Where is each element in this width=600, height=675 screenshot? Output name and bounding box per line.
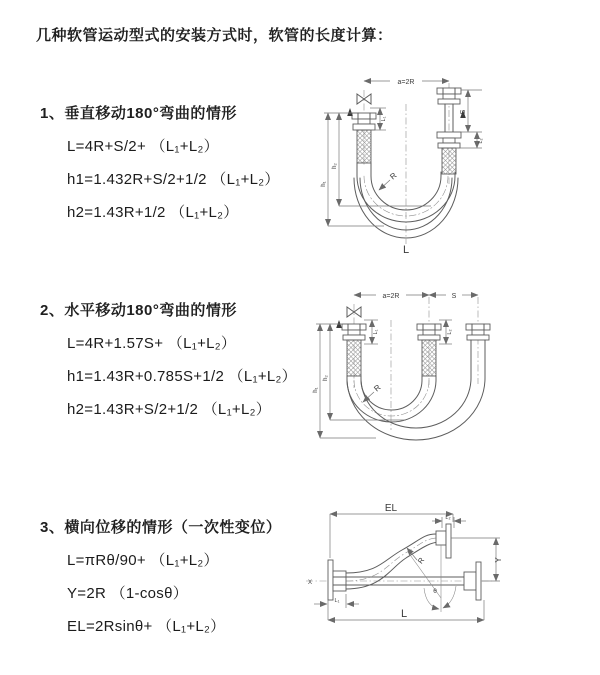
dim-label-a2r: a=2R (397, 79, 415, 86)
dim-label-h2: h₂ (332, 163, 338, 169)
radius-label: R (415, 555, 427, 566)
dim-label-a2r: a=2R (382, 293, 400, 300)
dimension-span (364, 79, 449, 86)
dim-label-h1: h₁ (321, 181, 327, 187)
dimension-stroke-s (429, 293, 478, 300)
dimension-el (330, 503, 453, 558)
dim-label-el: EL (384, 503, 398, 514)
flange-left (336, 320, 366, 376)
dimension-h2 (332, 113, 431, 206)
section-vertical-bend (40, 102, 280, 222)
dim-label-l2: L₂ (445, 515, 451, 521)
axis-mark-label: X (308, 580, 313, 586)
braided-hose-right (442, 148, 456, 174)
dim-label-h1: h₁ (313, 387, 319, 393)
dim-label-s: S (451, 293, 457, 300)
formula-line: h1=1.43R+0.785S+1/2 （L₁+L₂） (67, 368, 297, 385)
section-3-heading: 3、横向位移的情形（一次性变位） (40, 519, 282, 536)
formula-line: L=4R+S/2+ （L₁+L₂） (67, 138, 219, 155)
flange-right (437, 88, 466, 174)
centerlines (364, 83, 449, 244)
section-horizontal-bend (40, 299, 297, 419)
dim-label-y: Y (494, 557, 503, 563)
dimension-span (354, 293, 429, 300)
diagram-horizontal-bend (306, 280, 600, 472)
formula-line: h2=1.43R+1/2 （L₁+L₂） (67, 204, 239, 221)
radius-label: R (388, 170, 399, 182)
diagram-lateral-displacement (296, 500, 600, 648)
hose-u-bend (347, 340, 485, 440)
formula-line: h1=1.432R+S/2+1/2 （L₁+L₂） (67, 171, 280, 188)
radius-callout (379, 171, 399, 190)
radius-label: R (372, 382, 383, 394)
formula-line: h2=1.43R+S/2+1/2 （L₁+L₂） (67, 401, 272, 418)
dim-label-l1: L₁ (373, 329, 379, 335)
flange-right (466, 324, 490, 340)
section-1-heading: 1、垂直移动180°弯曲的情形 (40, 105, 237, 122)
dim-label-l2: L₂ (478, 138, 484, 144)
dim-label-h2: h₂ (323, 375, 329, 381)
theta-label: θ (433, 588, 437, 595)
radius-callout (363, 383, 383, 402)
braided-hose-left (347, 340, 361, 376)
braided-hose-middle (422, 340, 436, 376)
centerlines (354, 297, 478, 430)
dim-label-l2: L₂ (447, 329, 453, 335)
dimension-stroke-s (460, 90, 482, 132)
page-title: 几种软管运动型式的安装方式时，软管的长度计算： (36, 27, 393, 44)
dim-label-s: S (460, 109, 467, 115)
dim-label-l1: L₁ (334, 598, 340, 604)
flange-left (347, 108, 376, 163)
formula-line: EL=2Rsinθ+ （L₁+L₂） (67, 618, 226, 635)
section-lateral-displacement (40, 516, 281, 636)
flange-right-original (464, 562, 481, 600)
braided-hose-left (357, 130, 371, 163)
formula-line: Y=2R （1-cosθ） (67, 585, 189, 602)
dimension-l (328, 600, 484, 620)
section-2-heading: 2、水平移动180°弯曲的情形 (40, 302, 237, 319)
flange-right-displaced (436, 524, 451, 558)
flange-middle (417, 324, 441, 376)
motion-arrow-icon (347, 108, 353, 116)
length-label: L (402, 244, 410, 256)
dimension-l1 (314, 594, 359, 608)
formula-line: L=πRθ/90+ （L₁+L₂） (67, 552, 219, 569)
formula-line: L=4R+1.57S+ （L₁+L₂） (67, 335, 237, 352)
dim-label-l: L (400, 608, 408, 620)
dim-label-l1: L₁ (381, 116, 387, 122)
diagram-vertical-bend (306, 66, 590, 258)
flange-left (328, 560, 346, 600)
